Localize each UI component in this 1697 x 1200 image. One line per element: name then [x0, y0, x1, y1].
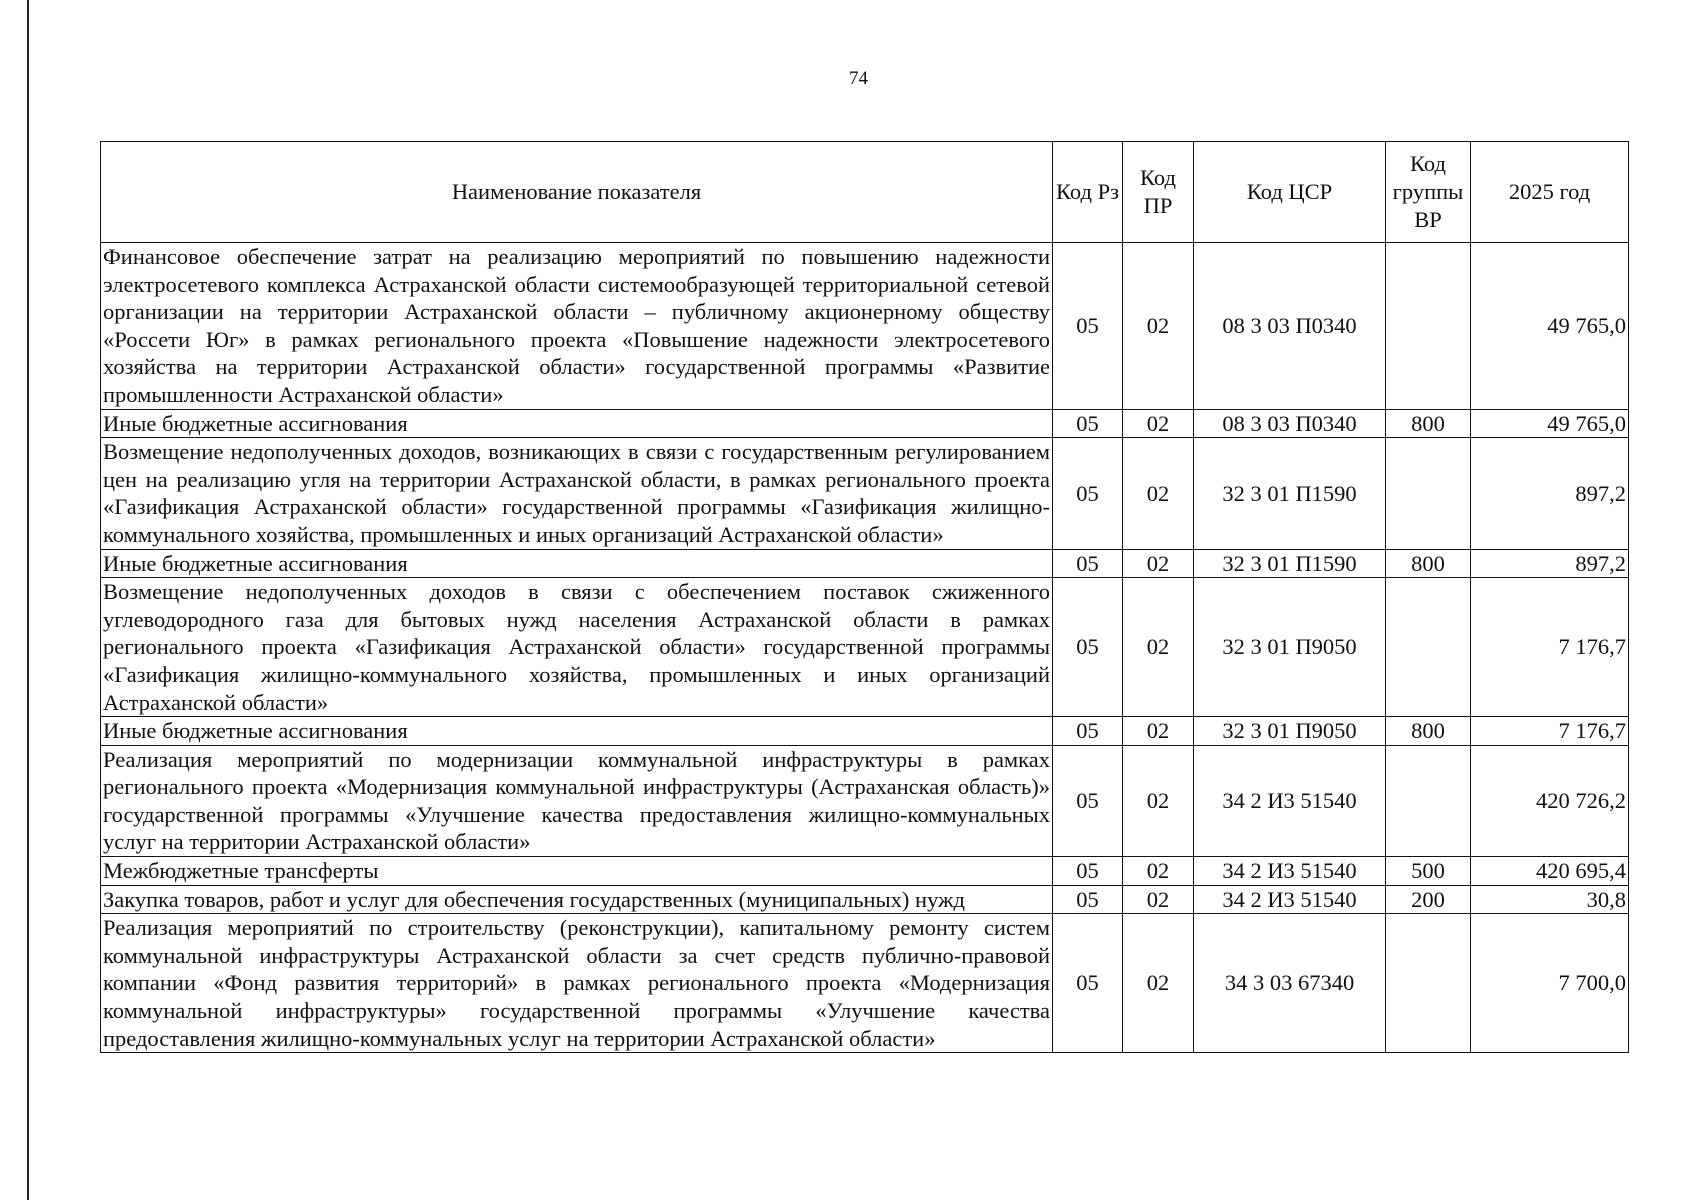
row-amount: 7 700,0 — [1471, 914, 1629, 1053]
row-csr: 32 3 01 П1590 — [1194, 549, 1386, 578]
row-name: Закупка товаров, работ и услуг для обеспечения государственных (муниципальных) нужд — [101, 885, 1053, 914]
row-amount: 7 176,7 — [1471, 717, 1629, 746]
row-name: Реализация мероприятий по строительству (реконструкции), капитальному ремонту систем коммунальной инфраструктуры Астраханской области за счет средств публично-правовой компании «Фонд развития территорий» в рамках регионального проекта «Модернизация коммунальной инфраструктуры» государственной программы «Улучшение качества предоставления жилищно-коммунальных услуг на территории Астраханской области» — [101, 914, 1053, 1053]
row-csr: 34 2 И3 51540 — [1194, 745, 1386, 856]
row-name: Финансовое обеспечение затрат на реализацию мероприятий по повышению надежности электросетевого комплекса Астраханской области системообразующей территориальной сетевой организации на территории Астраханской области – публичному акционерному обществу «Россети Юг» в рамках регионального проекта «Повышение надежности электросетевого хозяйства на территории Астраханской области» государственной программы «Развитие промышленности Астраханской области» — [101, 243, 1053, 410]
table-row — [101, 409, 1629, 438]
row-pr: 02 — [1123, 549, 1194, 578]
row-csr: 34 3 03 67340 — [1194, 914, 1386, 1053]
budget-table — [100, 141, 1629, 1053]
row-csr: 08 3 03 П0340 — [1194, 409, 1386, 438]
row-csr: 32 3 01 П1590 — [1194, 438, 1386, 549]
row-amount: 7 176,7 — [1471, 578, 1629, 717]
page-number: 74 — [849, 68, 868, 89]
header-name: Наименование показателя — [101, 142, 1053, 243]
row-rz: 05 — [1053, 745, 1123, 856]
header-csr: Код ЦСР — [1194, 142, 1386, 243]
header-rz: Код Рз — [1053, 142, 1123, 243]
row-pr: 02 — [1123, 409, 1194, 438]
row-vr — [1386, 914, 1471, 1053]
row-rz: 05 — [1053, 243, 1123, 410]
row-name: Иные бюджетные ассигнования — [101, 717, 1053, 746]
row-amount: 420 726,2 — [1471, 745, 1629, 856]
row-vr — [1386, 578, 1471, 717]
row-vr — [1386, 438, 1471, 549]
table-row — [101, 578, 1629, 717]
row-rz: 05 — [1053, 549, 1123, 578]
row-vr: 800 — [1386, 409, 1471, 438]
row-rz: 05 — [1053, 914, 1123, 1053]
row-name: Возмещение недополученных доходов, возникающих в связи с государственным регулированием цен на реализацию угля на территории Астраханской области, в рамках регионального проекта «Газификация Астраханской области» государственной программы «Газификация жилищно-коммунального хозяйства, промышленных и иных организаций Астраханской области» — [101, 438, 1053, 549]
row-pr: 02 — [1123, 717, 1194, 746]
header-year: 2025 год — [1471, 142, 1629, 243]
row-amount: 49 765,0 — [1471, 409, 1629, 438]
header-pr: Код ПР — [1123, 142, 1194, 243]
row-name: Иные бюджетные ассигнования — [101, 409, 1053, 438]
row-amount: 897,2 — [1471, 438, 1629, 549]
row-rz: 05 — [1053, 885, 1123, 914]
row-pr: 02 — [1123, 578, 1194, 717]
row-name: Реализация мероприятий по модернизации коммунальной инфраструктуры в рамках регионального проекта «Модернизация коммунальной инфраструктуры (Астраханская область)» государственной программы «Улучшение качества предоставления жилищно-коммунальных услуг на территории Астраханской области» — [101, 745, 1053, 856]
row-rz: 05 — [1053, 717, 1123, 746]
row-vr: 800 — [1386, 717, 1471, 746]
row-vr — [1386, 243, 1471, 410]
row-amount: 897,2 — [1471, 549, 1629, 578]
row-csr: 34 2 И3 51540 — [1194, 885, 1386, 914]
row-csr: 34 2 И3 51540 — [1194, 857, 1386, 886]
row-name: Межбюджетные трансферты — [101, 857, 1053, 886]
row-amount: 30,8 — [1471, 885, 1629, 914]
scan-edge-line — [27, 0, 29, 1200]
row-amount: 420 695,4 — [1471, 857, 1629, 886]
row-pr: 02 — [1123, 243, 1194, 410]
table-row — [101, 549, 1629, 578]
row-rz: 05 — [1053, 578, 1123, 717]
row-pr: 02 — [1123, 438, 1194, 549]
table-row — [101, 914, 1629, 1053]
row-csr: 32 3 01 П9050 — [1194, 578, 1386, 717]
row-pr: 02 — [1123, 914, 1194, 1053]
row-pr: 02 — [1123, 857, 1194, 886]
table-row — [101, 885, 1629, 914]
table-row — [101, 857, 1629, 886]
row-vr: 500 — [1386, 857, 1471, 886]
row-pr: 02 — [1123, 745, 1194, 856]
row-vr: 800 — [1386, 549, 1471, 578]
row-pr: 02 — [1123, 885, 1194, 914]
header-vr: Код группы ВР — [1386, 142, 1471, 243]
table-row — [101, 243, 1629, 410]
row-vr: 200 — [1386, 885, 1471, 914]
table-row — [101, 745, 1629, 856]
row-csr: 32 3 01 П9050 — [1194, 717, 1386, 746]
row-vr — [1386, 745, 1471, 856]
row-name: Возмещение недополученных доходов в связи с обеспечением поставок сжиженного углеводородного газа для бытовых нужд населения Астраханской области в рамках регионального проекта «Газификация Астраханской области» государственной программы «Газификация жилищно-коммунального хозяйства, промышленных и иных организаций Астраханской области» — [101, 578, 1053, 717]
row-amount: 49 765,0 — [1471, 243, 1629, 410]
table-row — [101, 438, 1629, 549]
row-rz: 05 — [1053, 438, 1123, 549]
row-rz: 05 — [1053, 409, 1123, 438]
row-name: Иные бюджетные ассигнования — [101, 549, 1053, 578]
table-row — [101, 717, 1629, 746]
row-rz: 05 — [1053, 857, 1123, 886]
table-header-row — [101, 142, 1629, 243]
row-csr: 08 3 03 П0340 — [1194, 243, 1386, 410]
